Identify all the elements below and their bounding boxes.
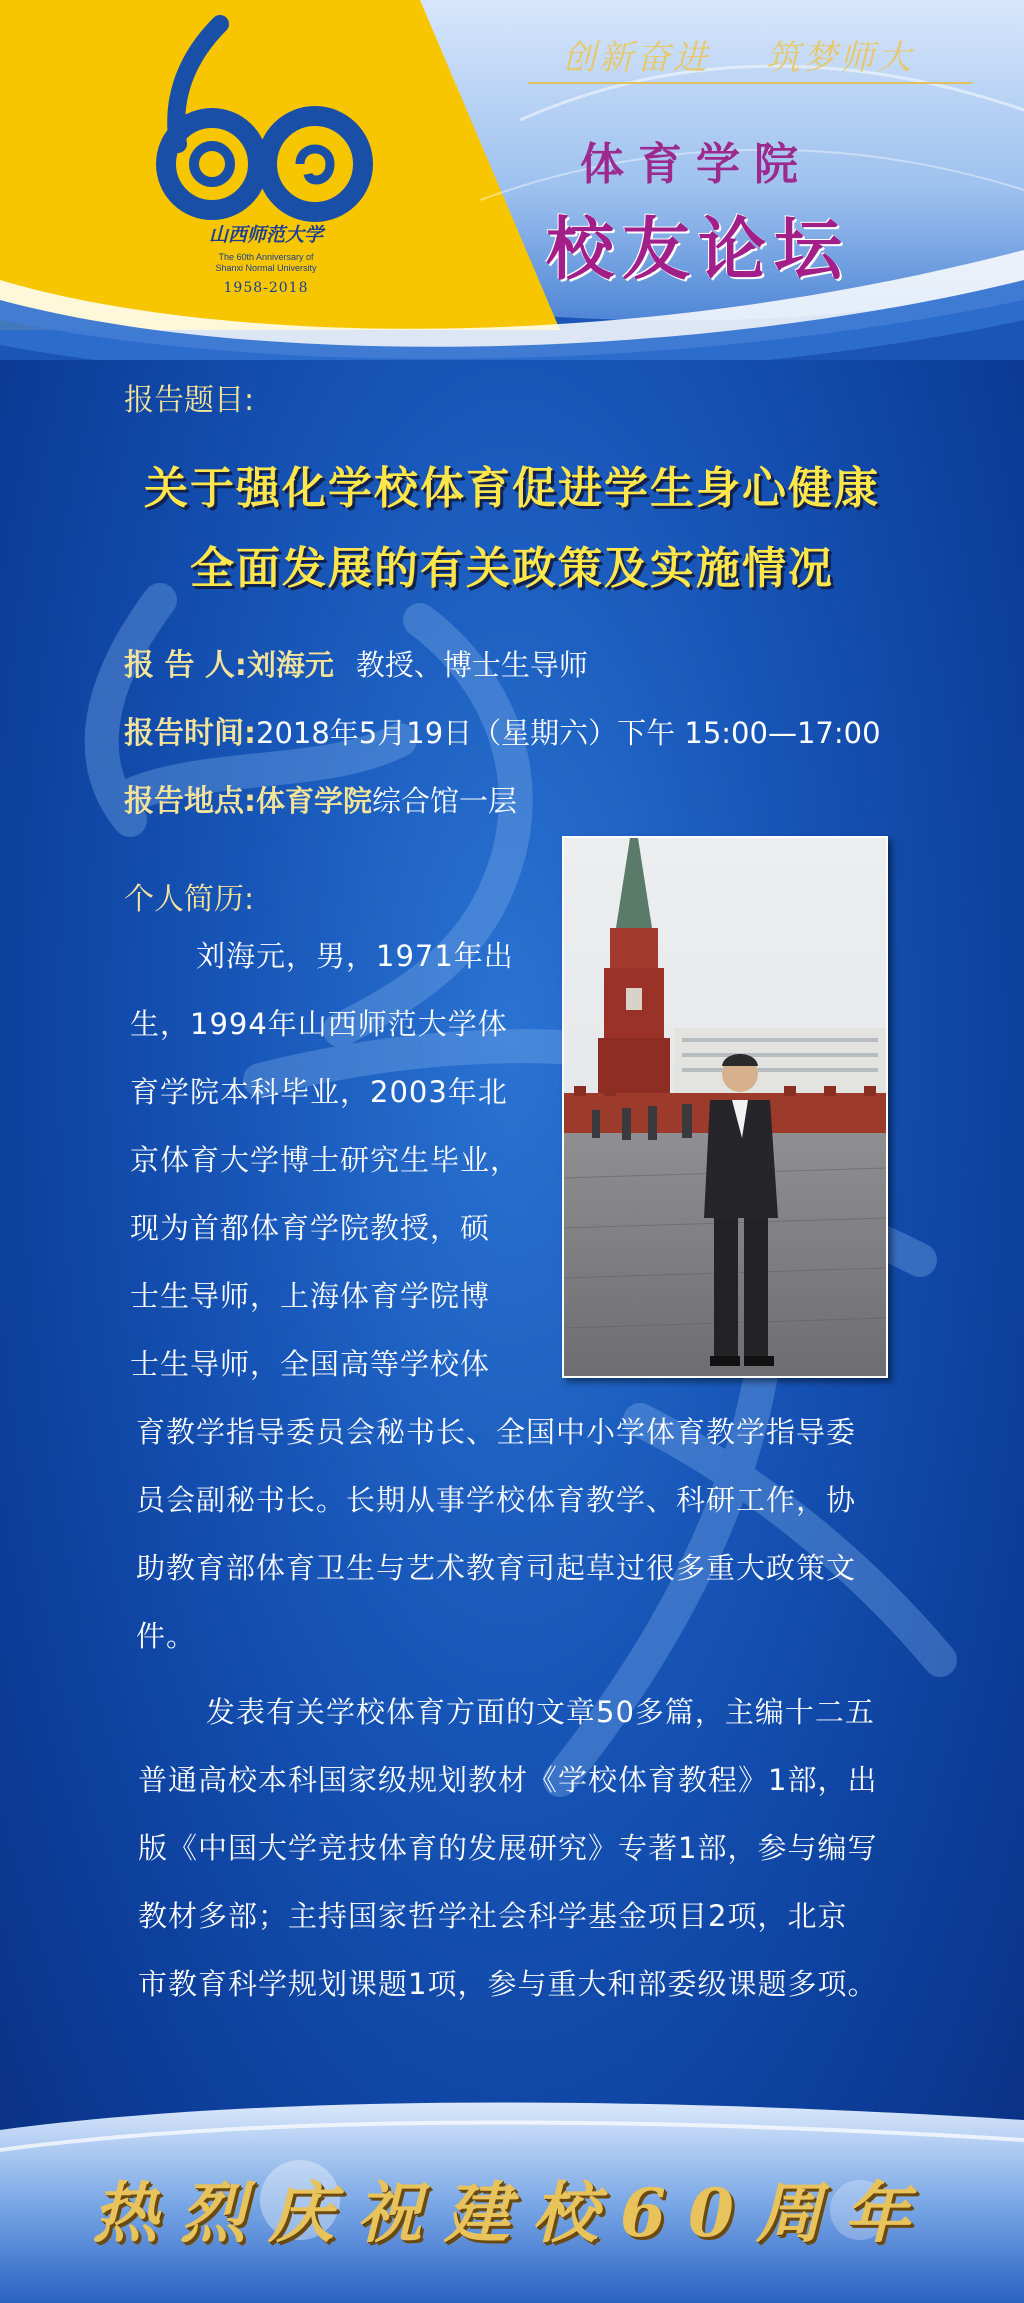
place-label: 报告地点: xyxy=(124,784,256,819)
bio-label: 个人简历: xyxy=(124,882,255,917)
bio-line: 士生导师，全国高等学校体 xyxy=(130,1347,491,1381)
bio-line: 刘海元，男，1971年出 xyxy=(196,939,514,973)
bio-line: 普通高校本科国家级规划教材《学校体育教程》1部，出 xyxy=(138,1763,878,1797)
anniversary-caption-line2: Shanxi Normal University xyxy=(215,263,317,273)
bio-line: 版《中国大学竞技体育的发展研究》专著1部，参与编写 xyxy=(138,1831,878,1865)
bio-line: 助教育部体育卫生与艺术教育司起草过很多重大政策文 xyxy=(136,1551,857,1585)
bio-line: 市教育科学规划课题1项，参与重大和部委级课题多项。 xyxy=(138,1967,878,2001)
bio-line: 生，1994年山西师范大学体 xyxy=(130,1007,508,1041)
bio-line: 件。 xyxy=(136,1619,197,1653)
slogan-underline xyxy=(528,82,972,84)
speaker-photo xyxy=(562,836,888,1378)
place-row xyxy=(124,776,517,820)
slogan-right: 筑梦师大 xyxy=(766,38,914,78)
speaker-label: 报 告 人: xyxy=(124,648,247,683)
report-title-line1: 关于强化学校体育促进学生身心健康 xyxy=(144,463,880,514)
bio-line: 发表有关学校体育方面的文章50多篇，主编十二五 xyxy=(206,1695,875,1729)
speaker-name: 刘海元 xyxy=(246,648,334,682)
anniversary-years: 1958-2018 xyxy=(223,280,309,296)
bio-line: 教材多部；主持国家哲学社会科学基金项目2项，北京 xyxy=(138,1899,848,1933)
time-value: 2018年5月19日（星期六）下午 15:00—17:00 xyxy=(256,716,881,750)
place-detail: 综合馆一层 xyxy=(372,784,518,818)
slogan-left: 创新奋进 xyxy=(562,38,710,78)
report-title-line2: 全面发展的有关政策及实施情况 xyxy=(190,543,834,594)
bio-line: 士生导师，上海体育学院博 xyxy=(130,1279,491,1313)
speaker-title: 教授、博士生导师 xyxy=(355,648,588,682)
anniversary-caption-line1: The 60th Anniversary of xyxy=(218,252,314,262)
anniversary-caption xyxy=(176,252,356,274)
time-label: 报告时间: xyxy=(124,716,256,751)
department-name: 体育学院 xyxy=(580,139,812,190)
place-name: 体育学院 xyxy=(256,784,373,818)
speaker-row xyxy=(124,640,588,684)
university-name: 山西师范大学 xyxy=(208,224,323,246)
bio-line: 现为首都体育学院教授，硕 xyxy=(130,1211,491,1245)
bio-line: 京体育大学博士研究生毕业， xyxy=(130,1143,521,1177)
time-row xyxy=(124,708,881,752)
slogan xyxy=(562,30,982,79)
celebration-banner: 热烈庆祝建校60周年 xyxy=(92,2174,932,2252)
topic-label: 报告题目: xyxy=(124,383,255,418)
forum-title: 校友论坛 xyxy=(546,210,851,290)
bio-line: 育教学指导委员会秘书长、全国中小学体育教学指导委 xyxy=(136,1415,857,1449)
photo-illustration xyxy=(564,838,886,1376)
bio-line: 员会副秘书长。长期从事学校体育教学、科研工作，协 xyxy=(136,1483,857,1517)
bio-line: 育学院本科毕业，2003年北 xyxy=(130,1075,508,1109)
